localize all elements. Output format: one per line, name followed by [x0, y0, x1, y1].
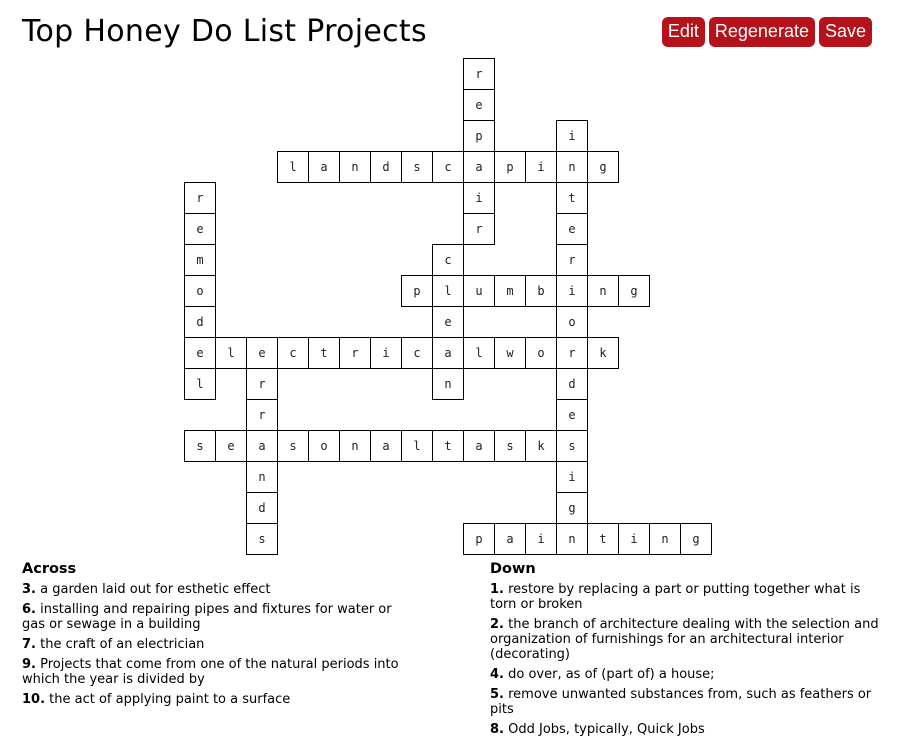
crossword-cell[interactable]: r — [246, 368, 278, 400]
crossword-cell[interactable]: i — [463, 182, 495, 214]
crossword-cell[interactable]: t — [556, 182, 588, 214]
crossword-cell[interactable]: p — [463, 120, 495, 152]
crossword-cell[interactable]: c — [432, 244, 464, 276]
clue-text: a garden laid out for esthetic effect — [40, 582, 271, 597]
crossword-cell[interactable]: g — [556, 492, 588, 524]
clue-text: the craft of an electrician — [40, 637, 205, 652]
clue-number: 5. — [490, 687, 504, 702]
clue-number: 1. — [490, 582, 504, 597]
crossword-cell[interactable]: p — [494, 151, 526, 183]
crossword-cell[interactable]: n — [432, 368, 464, 400]
across-heading: Across — [22, 561, 77, 577]
save-button[interactable]: Save — [819, 17, 872, 47]
crossword-cell[interactable]: r — [463, 58, 495, 90]
crossword-cell[interactable]: p — [463, 523, 495, 555]
clue-text: restore by replacing a part or putting together what is torn or broken — [490, 582, 861, 612]
crossword-cell[interactable]: s — [184, 430, 216, 462]
crossword-cell[interactable]: c — [277, 337, 309, 369]
clue-number: 4. — [490, 667, 504, 682]
crossword-cell[interactable]: e — [463, 89, 495, 121]
crossword-cell[interactable]: n — [339, 151, 371, 183]
crossword-cell[interactable]: i — [556, 461, 588, 493]
clue-text: installing and repairing pipes and fixtures for water or gas or sewage in a building — [22, 602, 392, 632]
crossword-cell[interactable]: e — [215, 430, 247, 462]
crossword-cell[interactable]: o — [525, 337, 557, 369]
crossword-cell[interactable]: d — [184, 306, 216, 338]
crossword-cell[interactable]: e — [556, 213, 588, 245]
regenerate-button[interactable]: Regenerate — [709, 17, 815, 47]
crossword-cell[interactable]: l — [277, 151, 309, 183]
clue-number: 9. — [22, 657, 36, 672]
crossword-cell[interactable]: n — [556, 151, 588, 183]
crossword-cell[interactable]: a — [463, 151, 495, 183]
crossword-cell[interactable]: i — [525, 523, 557, 555]
crossword-cell[interactable]: n — [587, 275, 619, 307]
clue-across-3 — [22, 582, 402, 597]
crossword-cell[interactable]: d — [556, 368, 588, 400]
crossword-cell[interactable]: a — [246, 430, 278, 462]
clue-across-9 — [22, 657, 402, 687]
crossword-cell[interactable]: r — [184, 182, 216, 214]
crossword-cell[interactable]: c — [432, 151, 464, 183]
clue-text: do over, as of (part of) a house; — [508, 667, 715, 682]
crossword-cell[interactable]: m — [184, 244, 216, 276]
crossword-cell[interactable]: c — [401, 337, 433, 369]
crossword-cell[interactable]: e — [556, 399, 588, 431]
clue-number: 7. — [22, 637, 36, 652]
crossword-cell[interactable]: e — [184, 337, 216, 369]
crossword-cell[interactable]: i — [370, 337, 402, 369]
crossword-cell[interactable]: m — [494, 275, 526, 307]
crossword-cell[interactable]: i — [556, 120, 588, 152]
clue-down-2 — [490, 617, 885, 662]
crossword-cell[interactable]: w — [494, 337, 526, 369]
down-clues — [490, 562, 885, 742]
crossword-cell[interactable]: d — [246, 492, 278, 524]
crossword-cell[interactable]: p — [401, 275, 433, 307]
page-title: Top Honey Do List Projects — [22, 14, 427, 49]
clue-across-10 — [22, 692, 402, 707]
crossword-cell[interactable]: u — [463, 275, 495, 307]
crossword-cell[interactable]: n — [246, 461, 278, 493]
clue-number: 3. — [22, 582, 36, 597]
crossword-cell[interactable]: s — [246, 523, 278, 555]
clue-down-8 — [490, 722, 885, 737]
clue-number: 6. — [22, 602, 36, 617]
crossword-cell[interactable]: a — [308, 151, 340, 183]
crossword-cell[interactable]: o — [308, 430, 340, 462]
crossword-cell[interactable]: i — [525, 151, 557, 183]
crossword-cell[interactable]: l — [184, 368, 216, 400]
clue-across-7 — [22, 637, 402, 652]
crossword-cell[interactable]: e — [432, 306, 464, 338]
crossword-cell[interactable]: l — [432, 275, 464, 307]
clue-number: 8. — [490, 722, 504, 737]
crossword-cell[interactable]: a — [494, 523, 526, 555]
crossword-cell[interactable]: a — [370, 430, 402, 462]
crossword-cell[interactable]: o — [556, 306, 588, 338]
crossword-cell[interactable]: l — [463, 337, 495, 369]
clue-number: 10. — [22, 692, 46, 707]
crossword-cell[interactable]: a — [463, 430, 495, 462]
crossword-cell[interactable]: g — [618, 275, 650, 307]
crossword-cell[interactable]: e — [246, 337, 278, 369]
clue-text: Odd Jobs, typically, Quick Jobs — [508, 722, 705, 737]
crossword-cell[interactable]: a — [432, 337, 464, 369]
crossword-cell[interactable]: b — [525, 275, 557, 307]
clue-text: Projects that come from one of the natural periods into which the year is divided by — [22, 657, 399, 687]
clue-text: the branch of architecture dealing with the selection and organization of furnishings for an architectural interior (decorating) — [490, 617, 879, 662]
across-clues — [22, 562, 402, 712]
crossword-cell[interactable]: o — [184, 275, 216, 307]
down-heading: Down — [490, 561, 536, 577]
crossword-cell[interactable]: d — [370, 151, 402, 183]
crossword-cell[interactable]: n — [339, 430, 371, 462]
crossword-cell[interactable]: k — [525, 430, 557, 462]
crossword-cell[interactable]: n — [649, 523, 681, 555]
crossword-cell[interactable]: i — [556, 275, 588, 307]
clue-down-5 — [490, 687, 885, 717]
crossword-cell[interactable]: g — [680, 523, 712, 555]
crossword-cell[interactable]: r — [339, 337, 371, 369]
clue-number: 2. — [490, 617, 504, 632]
crossword-cell[interactable]: r — [556, 244, 588, 276]
crossword-cell[interactable]: r — [556, 337, 588, 369]
crossword-cell[interactable]: s — [401, 151, 433, 183]
crossword-cell[interactable]: s — [277, 430, 309, 462]
crossword-cell[interactable]: t — [308, 337, 340, 369]
crossword-cell[interactable]: r — [246, 399, 278, 431]
crossword-cell[interactable]: t — [587, 523, 619, 555]
crossword-cell[interactable]: n — [556, 523, 588, 555]
clue-across-6 — [22, 602, 402, 632]
edit-button[interactable]: Edit — [662, 17, 705, 47]
crossword-cell[interactable]: s — [556, 430, 588, 462]
crossword-cell[interactable]: s — [494, 430, 526, 462]
crossword-cell[interactable]: l — [215, 337, 247, 369]
crossword-cell[interactable]: l — [401, 430, 433, 462]
crossword-cell[interactable]: k — [587, 337, 619, 369]
clue-down-1 — [490, 582, 885, 612]
crossword-cell[interactable]: i — [618, 523, 650, 555]
crossword-cell[interactable]: t — [432, 430, 464, 462]
crossword-cell[interactable]: e — [184, 213, 216, 245]
clue-text: remove unwanted substances from, such as feathers or pits — [490, 687, 872, 717]
clue-text: the act of applying paint to a surface — [49, 692, 291, 707]
crossword-cell[interactable]: r — [463, 213, 495, 245]
crossword-cell[interactable]: g — [587, 151, 619, 183]
clue-down-4 — [490, 667, 885, 682]
